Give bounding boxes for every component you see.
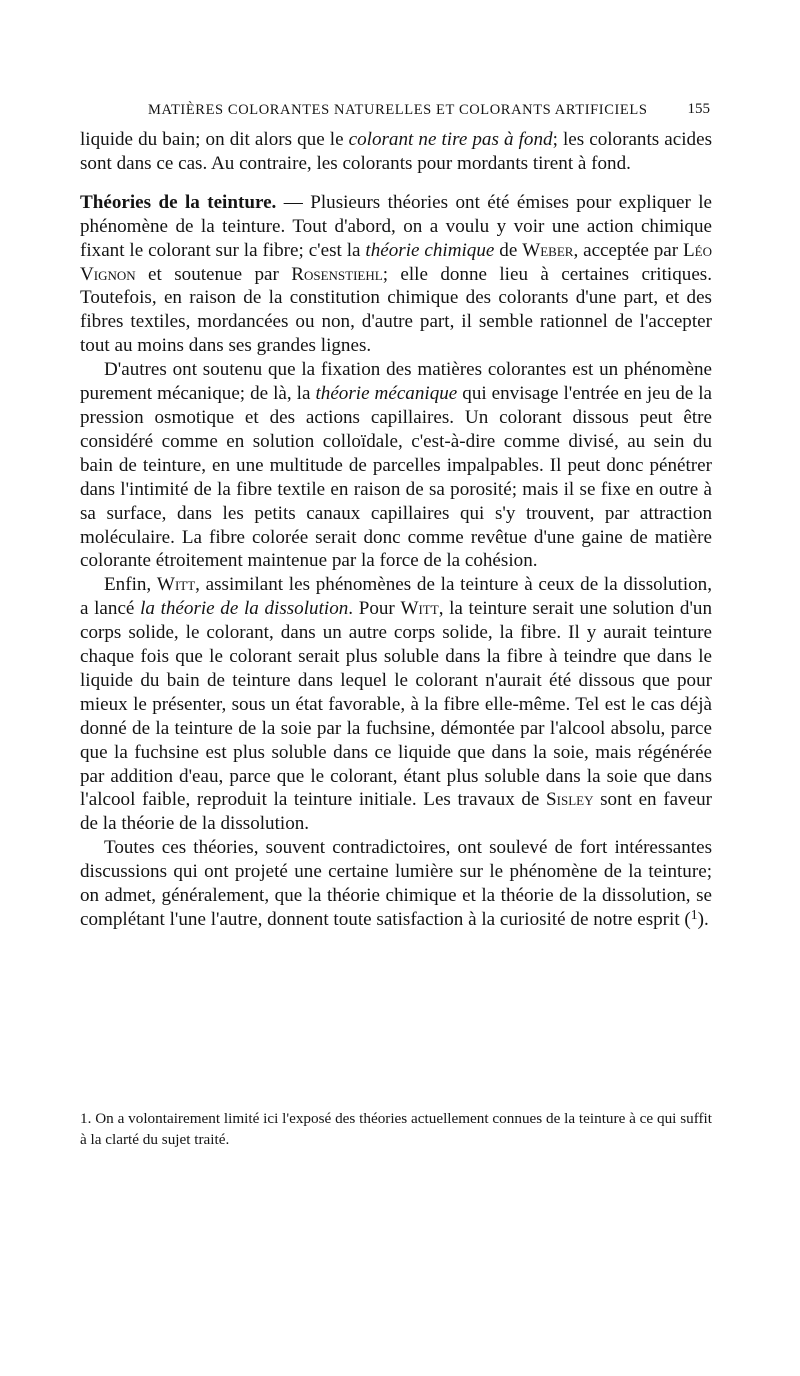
footnote <box>80 1108 712 1150</box>
section-title: Théories de la teinture. <box>80 191 277 213</box>
running-head <box>84 100 712 124</box>
author-name: Witt <box>400 598 439 620</box>
text-run: Enfin, <box>104 574 157 596</box>
paragraph-continued <box>80 128 712 176</box>
footnote-text: On a volontairement limité ici l'exposé des théories actuellement connues de la teinture à ce qui suffit à la clarté du sujet traité. <box>80 1110 712 1148</box>
text-run: Toutes ces théories, souvent contradictoires, ont soulevé de fort intéressantes discussions qui ont projeté une certaine lumière sur le phénomène de la teinture; on admet, généralement, que la théorie chimique et la théorie de la dissolution, se complétant l'une l'autre, donnent toute satisfaction à la curiosité de notre esprit ( <box>80 837 712 930</box>
author-name: Witt <box>156 574 196 596</box>
text-run: . Pour <box>348 598 401 620</box>
text-run: , acceptée par <box>573 239 683 261</box>
paragraph-mechanical-theory <box>80 358 712 573</box>
text-run: sont en faveur de la théorie de la dissolution. <box>80 789 712 835</box>
paragraph-dissolution-theory <box>80 573 712 836</box>
italic-term: théorie mécanique <box>315 383 458 405</box>
text-run: ; les colorants acides sont dans ce cas. Au contraire, les colorants pour mordants tirent à fond. <box>80 129 713 174</box>
author-name: Weber <box>522 239 574 261</box>
footnote-reference: 1 <box>690 906 698 922</box>
text-run: liquide du bain; on dit alors que le <box>80 129 349 150</box>
text-run: ). <box>697 909 709 930</box>
paragraph-theories <box>80 191 712 358</box>
author-name: Léo Vignon <box>80 239 712 285</box>
body-text <box>80 128 712 932</box>
italic-term: théorie chimique <box>365 239 495 261</box>
text-run: ; elle donne lieu à certaines critiques. Toutefois, en raison de la constitution chimique des colorants d'une part, et des fibres textiles, mordancées ou non, d'autre part, il semble rationnel de l'accepter tout au moins dans ses grandes lignes. <box>80 263 712 357</box>
text-run: — Plusieurs théories ont été émises pour expliquer le phénomène de la teinture. Tout d'abord, on a voulu y voir une action chimique fixant le colorant sur la fibre; c'est la <box>80 191 712 261</box>
paragraph-conclusion <box>80 836 712 932</box>
text-run: de <box>494 239 523 261</box>
author-name: Sisley <box>546 789 594 811</box>
text-run: , la teinture serait une solution d'un corps solide, le colorant, dans un autre corps solide, la fibre. Il y aurait teinture chaque fois que le colorant serait plus soluble dans la fibre à teindre que dans le liquide du bain de teinture dans lequel le colorant n'aurait été dissous que pour mieux le présenter, sous un état favorable, à la fibre elle-même. Tel est le cas déjà donné de la teinture de la soie par la fuchsine, démontée par l'alcool absolu, parce que la fuchsine est plus soluble dans ce liquide que dans la soie, mais régénérée par addition d'eau, parce que le colorant, étant plus soluble dans la soie que dans l'alcool faible, reproduit la teinture initiale. Les travaux de <box>80 598 712 811</box>
footnote-marker: 1. <box>80 1110 92 1127</box>
text-run: qui envisage l'entrée en jeu de la pression osmotique et des actions capillaires. Un colorant dissous peut être considéré comme en solution colloïdale, c'est-à-dire comme divisé, au sein du bain de teinture, en une multitude de parcelles impalpables. Il peut donc pénétrer dans l'intimité de la fibre textile en raison de sa porosité; mais il se fixe en outre à sa surface, dans les petits canaux capillaires qui s'y trouvent, par attraction moléculaire. La fibre colorée serait donc comme revêtue d'une gaine de matière colorante étroitement maintenue par la force de la cohésion. <box>80 383 712 572</box>
text-run: et soutenue par <box>135 263 292 285</box>
text-run: , assimilant les phénomènes de la teinture à ceux de la dissolution, a lancé <box>80 574 712 620</box>
italic-term: la théorie de la dissolution <box>140 598 349 620</box>
text-run: D'autres ont soutenu que la fixation des matières colorantes est un phénomène purement mécanique; de là, la <box>80 359 712 405</box>
running-title: MATIÈRES COLORANTES NATURELLES ET COLORANTS ARTIFICIELS <box>148 102 648 118</box>
author-name: Rosenstiehl <box>291 263 383 285</box>
italic-term: colorant ne tire pas à fond <box>348 129 553 150</box>
page-number: 155 <box>687 101 710 117</box>
